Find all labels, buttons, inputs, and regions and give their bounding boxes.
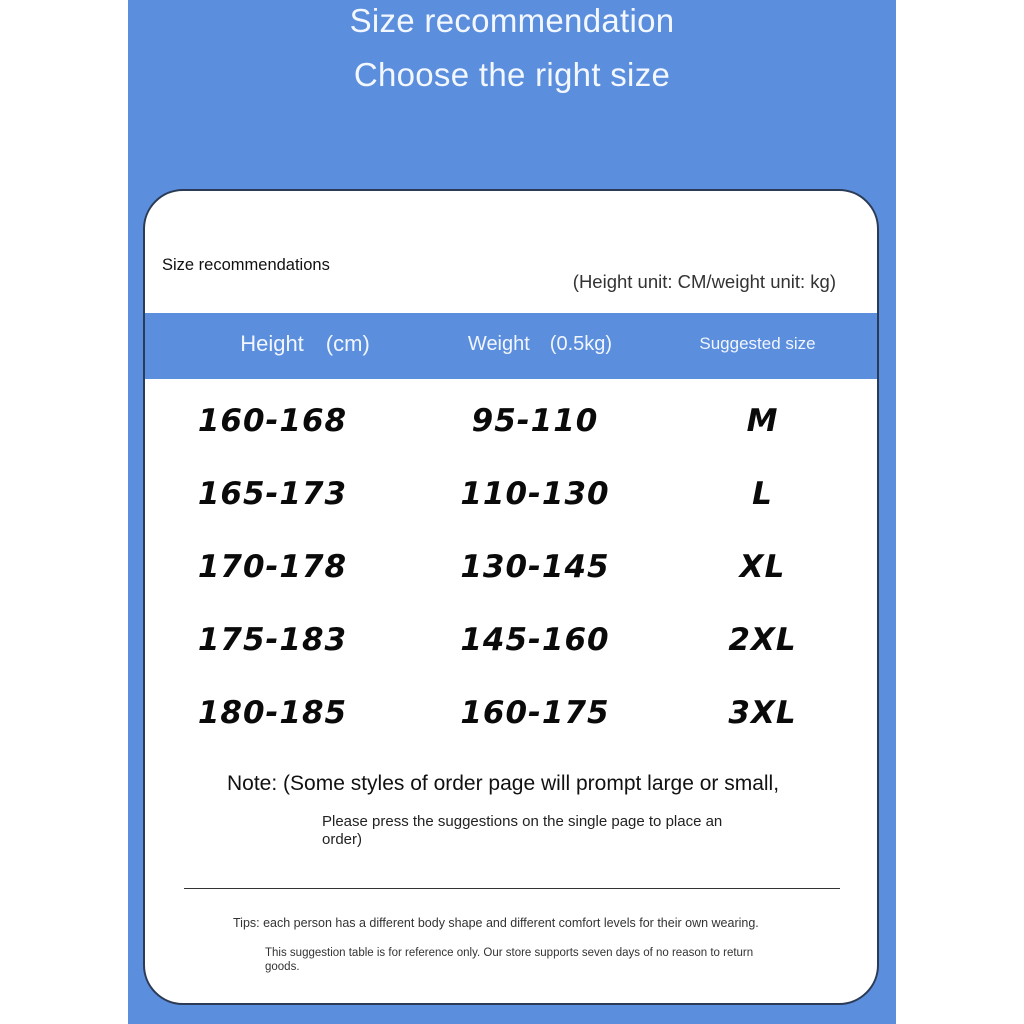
height-cell: 160-168 — [197, 403, 348, 439]
column-header-height: Height (cm) — [240, 331, 370, 356]
height-cell: 175-183 — [197, 622, 348, 658]
weight-cell: 110-130 — [460, 476, 610, 512]
table-row — [145, 391, 879, 451]
tips-text: Tips: each person has a different body shape and different comfort levels for their own wearing. — [233, 916, 759, 930]
table-header — [145, 313, 879, 379]
size-cell: L — [752, 476, 773, 512]
size-cell: 3XL — [728, 695, 797, 731]
size-card — [143, 189, 879, 1005]
divider — [184, 888, 840, 889]
table-row — [145, 537, 879, 597]
return-policy-text: This suggestion table is for reference only. Our store supports seven days of no reason to return goods. — [265, 947, 754, 973]
height-cell: 180-185 — [197, 695, 348, 731]
column-header-weight: Weight (0.5kg) — [467, 333, 613, 355]
weight-cell: 160-175 — [460, 695, 610, 731]
table-row — [145, 464, 879, 524]
table-row — [145, 610, 879, 670]
size-note: Note: (Some styles of order page will prompt large or small, — [227, 772, 780, 795]
weight-cell: 95-110 — [471, 403, 599, 439]
column-header-size: Suggested size — [699, 334, 816, 353]
page-subtitle: Choose the right size — [353, 56, 671, 93]
card-label: Size recommendations — [162, 256, 330, 274]
weight-cell: 130-145 — [460, 549, 610, 585]
table-row — [145, 683, 879, 743]
height-cell: 170-178 — [197, 549, 348, 585]
page-title: Size recommendation — [349, 2, 675, 39]
size-cell: XL — [739, 549, 786, 585]
height-cell: 165-173 — [197, 476, 348, 512]
size-note-detail: Please press the suggestions on the single page to place an order) — [322, 813, 723, 848]
blue-panel — [128, 0, 896, 1024]
unit-note: (Height unit: CM/weight unit: kg) — [572, 271, 836, 292]
size-cell: M — [746, 403, 779, 439]
size-cell: 2XL — [728, 622, 797, 658]
weight-cell: 145-160 — [460, 622, 610, 658]
